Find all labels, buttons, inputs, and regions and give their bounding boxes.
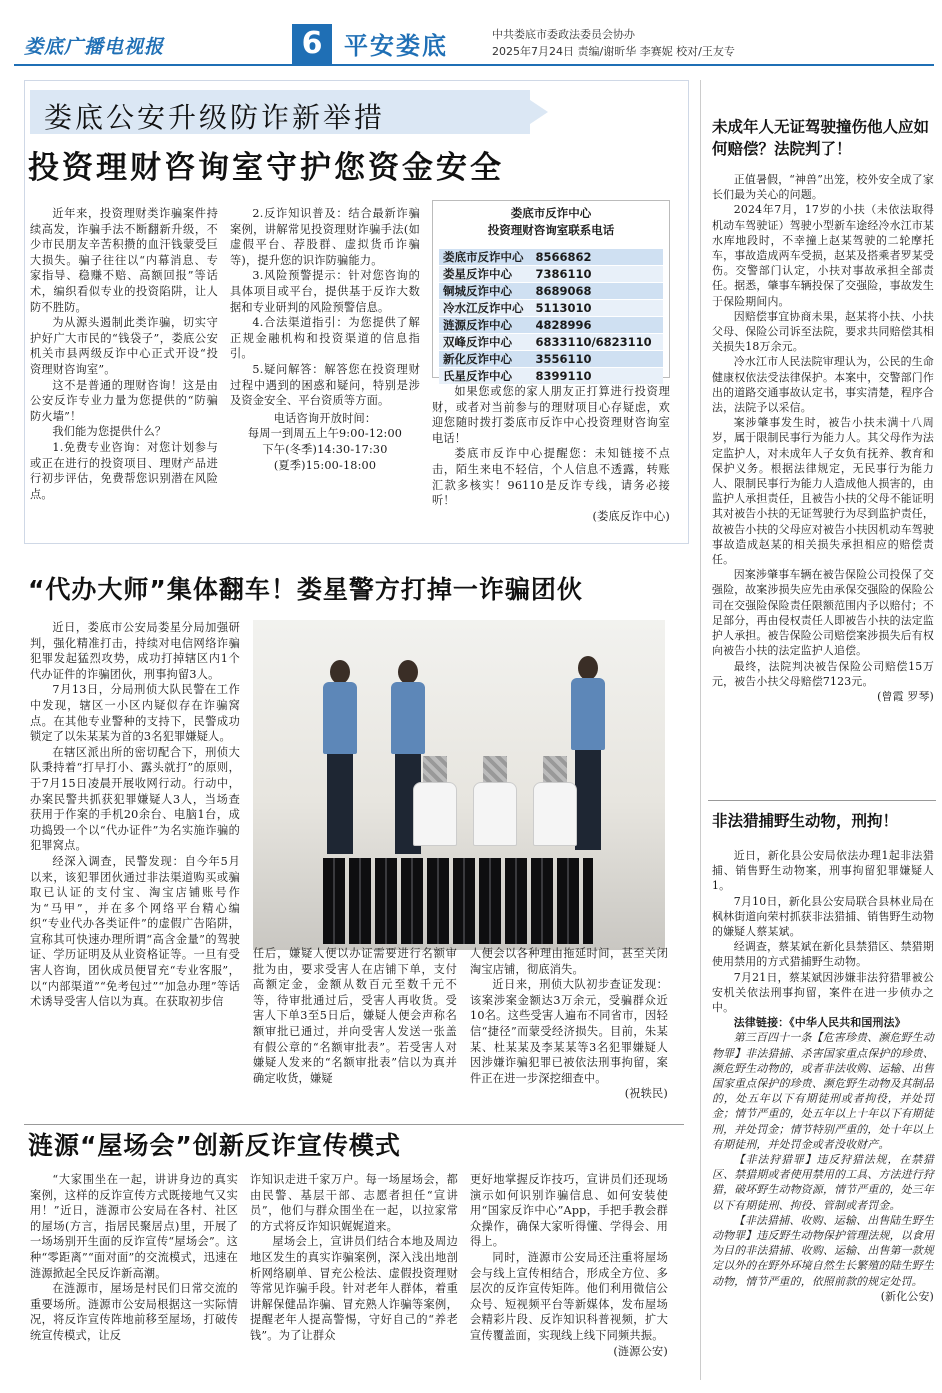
lead-headline: 投资理财咨询室守护您资金安全 (28, 150, 504, 186)
byline: (涟源公安) (613, 1344, 668, 1358)
contact-name: 娄星反诈中心 (439, 266, 531, 283)
contact-phone: 5113010 (531, 300, 663, 317)
masthead (14, 26, 934, 66)
daiban-paragraph: 近日来，刑侦大队初步查证发现：该案涉案金额达3万余元，受骗群众近10名。这些受害人遍布不同省市，因轻信“捷径”而蒙受经济损失。目前，朱某某、杜某某及李某某等3名犯罪嫌疑人因涉嫌诈骗犯罪已被依法刑事拘留，案件正在进一步深挖细查中。 (470, 978, 668, 1085)
lianyuan-paragraph: 同时，涟源市公安局还注重将屋场会与线上宣传相结合，形成全方位、多层次的反诈宣传矩阵。他们利用微信公众号、短视频平台等新媒体，发布屋场会精彩片段、反诈知识科普视频，扩大宣传覆盖面，实现线上线下同频共振。 (470, 1250, 668, 1342)
contact-row (439, 368, 663, 385)
minor-paragraph: 因赔偿事宜协商未果，赵某将小扶、小扶父母、保险公司诉至法院，要求共同赔偿其相关损失18万余元。 (712, 309, 934, 354)
law-article: 第三百四十一条【危害珍贵、濒危野生动物罪】非法猎捕、杀害国家重点保护的珍贵、濒危野生动物的，或者非法收购、运输、出售国家重点保护的珍贵、濒危野生动物及其制品的，处五年以下有期徒刑或者拘役，并处罚金；情节严重的，处五年以上十年以下有期徒刑，并处罚金；情节特别严重的，处十年以上有期徒刑，并处罚金或者没收财产。 (712, 1031, 934, 1151)
hours-line: 每周一到周五上午9:00-12:00 (247, 427, 403, 441)
consult-hours (230, 411, 420, 473)
lead-paragraph: 4.合法渠道指引：为您提供了解正规金融机构和投资渠道的信息指引。 (230, 316, 420, 361)
daiban-paragraph: 近日，娄底市公安局娄星分局加强研判，强化精准打击，持续对电信网络诈骗犯罪发起猛烈攻势，成功打掉辖区内1个代办证件的诈骗团伙，刑事拘留3人。 (30, 621, 240, 681)
minor-headline: 未成年人无证驾驶撞伤他人应如何赔偿？法院判了！ (712, 118, 930, 158)
contact-box (432, 200, 670, 383)
contact-name: 双峰反诈中心 (439, 334, 531, 351)
contact-table (439, 249, 663, 385)
minor-body (712, 172, 934, 704)
lianyuan-headline: 涟源“屋场会”创新反诈宣传模式 (28, 1131, 401, 1160)
contact-phone: 6833110/6823110 (531, 334, 663, 351)
lead-col1 (30, 206, 218, 502)
paper-name: 娄底广播电视报 (24, 36, 165, 58)
lianyuan-paragraph: “大家围坐在一起，讲讲身边的真实案例，这样的反诈宣传方式既接地气又实用！”近日，涟源市公安局在各村、社区的屋场(方言，指居民聚居点)里，开展了一场场别开生面的反诈宣传“屋场会”。这种“零距离”“面对面”的交流模式，迅速在涟源掀起全民反诈新高潮。 (30, 1173, 238, 1280)
daiban-col3 (470, 946, 668, 1102)
byline: (娄底反诈中心) (592, 509, 670, 523)
daiban-col1 (30, 620, 240, 1010)
lead-paragraph: 我们能为您提供什么？ (52, 425, 167, 439)
lead-col3 (432, 384, 670, 524)
contact-phone: 8689068 (531, 283, 663, 300)
wildlife-paragraph: 近日，新化县公安局依法办理1起非法猎捕、销售野生动物案，刑事拘留犯罪嫌疑人1。 (712, 849, 934, 893)
daiban-paragraph: 人便会以各种理由拖延时间，甚至关闭淘宝店铺，彻底消失。 (470, 947, 668, 976)
masthead-meta (492, 26, 735, 60)
suspect-figure (473, 756, 517, 846)
lead-paragraph: 为从源头遏制此类诈骗，切实守护好广大市民的“钱袋子”，娄底公安机关市县两级反诈中心正式开设“投资理财咨询室”。 (30, 316, 218, 376)
suspect-figure (413, 756, 457, 846)
daiban-col2 (253, 946, 457, 1086)
page-number: 6 (292, 24, 332, 64)
lead-col2 (230, 206, 420, 473)
lead-paragraph: 如果您或您的家人朋友正打算进行投资理财，或者对当前参与的理财项目心存疑虑，欢迎您随时拨打娄底市反诈中心投资理财咨询室电话！ (432, 385, 670, 445)
lianyuan-paragraph: 诈知识走进千家万户。每一场屋场会，都由民警、基层干部、志愿者担任“宣讲员”，他们与群众围坐在一起，以拉家常的方式将反诈知识娓娓道来。 (250, 1173, 458, 1233)
daiban-paragraph: 经深入调查，民警发现：自今年5月以来，该犯罪团伙通过非法渠道购买或骗取已认证的支付宝、淘宝店铺账号作为“马甲”，并在多个网络平台精心编织“专业代办各类证件”的虚假广告陷阱，宣称其可快速办理所谓“高含金量”的驾驶证、学历证明及从业资格证等。一旦有受害人咨询，团伙成员便冒充“专业客服”，以“内部渠道”“免考包过”“加急办理”等话术诱导受害人信以为真。在获取初步信 (30, 854, 240, 1009)
byline: (曾霞 罗琴) (877, 689, 934, 703)
masthead-line2: 2025年7月24日 责编/谢昕华 李赛妮 校对/王友专 (492, 45, 735, 58)
contact-title-line: 娄底市反诈中心 (510, 206, 592, 220)
wildlife-paragraph: 7月10日，新化县公安局联合县林业局在枫林街道向荣村抓获非法猎捕、销售野生动物的嫌疑人蔡某斌。 (712, 894, 934, 939)
contact-row (439, 351, 663, 368)
hours-line: (夏季)15:00-18:00 (273, 458, 377, 472)
contact-row (439, 266, 663, 283)
seized-phones (323, 858, 593, 944)
section-title: 平安娄底 (344, 32, 448, 60)
lianyuan-col1 (30, 1172, 238, 1344)
lianyuan-paragraph: 在涟源市，屋场是村民们日常交流的重要场所。涟源市公安局根据这一实际情况，将反诈宣传阵地前移至屋场，打破传统宣传模式，让反 (30, 1282, 238, 1342)
divider (708, 800, 936, 801)
lead-kicker: 娄底公安升级防诈新举措 (30, 90, 530, 134)
lead-paragraph: 娄底市反诈中心提醒您：未知链接不点击，陌生来电不轻信，个人信息不透露，转账汇款多核实！96110是反诈专线，请务必接听！ (432, 447, 670, 508)
contact-name: 氏星反诈中心 (439, 368, 531, 385)
lead-paragraph: 5.疑问解答：解答您在投资理财过程中遇到的困惑和疑问，特别是涉及资金安全、平台资质等方面。 (230, 362, 420, 408)
lead-paragraph: 这不是普通的理财咨询！这是由公安反诈专业力量为您提供的“防骗防火墙”！ (30, 378, 218, 423)
law-article: 【非法狩猎罪】违反狩猎法规，在禁猎区、禁猎期或者使用禁用的工具、方法进行狩猎，破坏野生动物资源，情节严重的，处三年以下有期徒刑、拘役、管制或者罚金。 (712, 1153, 934, 1212)
suspect-figure (533, 756, 577, 846)
column-rule (700, 80, 701, 1380)
masthead-line1: 中共娄底市委政法委员会协办 (492, 28, 635, 41)
lianyuan-col2 (250, 1172, 458, 1344)
contact-phone: 7386110 (531, 266, 663, 283)
wildlife-paragraph: 7月21日，蔡某斌因涉嫌非法狩猎罪被公安机关依法刑事拘留，案件在进一步侦办之中。 (712, 970, 934, 1015)
minor-paragraph: 因案涉肇事车辆在被告保险公司投保了交强险，故案涉损失应先由承保交强险的保险公司在交强险保险责任限额范围内予以赔付；不足部分，再由侵权责任人即被告小扶的法定监护人承担。被告保险公司赔偿案涉损失后有权向被告小扶的法定监护人追偿。 (712, 568, 934, 658)
minor-paragraph: 冷水江市人民法院审理认为，公民的生命健康权依法受法律保护。本案中，交警部门作出的道路交通事故认定书，事实清楚，程序合法，法院予以采信。 (712, 355, 934, 415)
contact-title-line: 投资理财咨询室联系电话 (487, 223, 615, 237)
hours-line: 下午(冬季)14:30-17:30 (262, 442, 388, 456)
contact-phone: 3556110 (531, 351, 663, 368)
minor-paragraph: 案涉肇事发生时，被告小扶未满十八周岁，属于限制民事行为能力人。其父母作为法定监护人，对未成年人子女负有抚养、教育和保护义务。根据法律规定，无民事行为能力人、限制民事行为能力人造成他人损害的，由监护人承担责任，且被告小扶的父母不能证明其对被告小扶的无证驾驶行为尽到监护责任，故被告小扶的父母应对被告小扶因机动车驾驶事故造成赵某的相关损失承担相应的赔偿责任。 (712, 416, 934, 567)
contact-name: 娄底市反诈中心 (439, 249, 531, 266)
divider (24, 1124, 684, 1125)
byline: (新化公安) (880, 1289, 934, 1303)
contact-name: 铜城反诈中心 (439, 283, 531, 300)
contact-name: 新化反诈中心 (439, 351, 531, 368)
contact-name: 冷水江反诈中心 (439, 300, 531, 317)
lead-paragraph: 近年来，投资理财类诈骗案件持续高发，诈骗手法不断翻新升级，不少市民朋友辛苦积攒的血汗钱蒙受巨大损失。骗子往往以“内幕消息、专家指导、稳赚不赔、高额回报”等话术，编织看似专业的投资陷阱，让人防不胜防。 (30, 207, 218, 314)
lead-paragraph: 3.风险预警提示：针对您咨询的具体项目或平台，提供基于反诈大数据和专业研判的风险预警信息。 (230, 269, 420, 314)
minor-paragraph: 最终，法院判决被告保险公司赔偿15万元，被告小扶父母赔偿7123元。 (712, 659, 934, 688)
lead-paragraph: 1.免费专业咨询：对您计划参与或正在进行的投资项目、理财产品进行初步评估，免费帮您识别潜在风险点。 (30, 440, 218, 501)
daiban-headline: “代办大师”集体翻车！娄星警方打掉一诈骗团伙 (28, 575, 583, 604)
contact-row (439, 334, 663, 351)
lianyuan-col3 (470, 1172, 668, 1359)
lead-paragraph: 2.反诈知识普及：结合最新诈骗案例，讲解常见投资理财诈骗手法(如虚假平台、荐股群、虚拟货币诈骗等)，提升您的识诈防骗能力。 (230, 207, 420, 267)
contact-title (433, 201, 669, 239)
law-article: 【非法猎捕、收购、运输、出售陆生野生动物罪】违反野生动物保护管理法规，以食用为目的非法猎捕、收购、运输、出售第一款规定以外的在野外环境自然生长繁殖的陆生野生动物，情节严重的，依照前款的规定处罚。 (712, 1213, 934, 1288)
wildlife-body (712, 848, 934, 1304)
daiban-paragraph: 7月13日，分局刑侦大队民警在工作中发现，辖区一小区内疑似存在诈骗窝点。在其他专业警种的支持下，民警成功锁定了以朱某某为首的3名犯罪嫌疑人。 (30, 683, 240, 744)
news-photo (253, 620, 665, 950)
officer-figure (323, 660, 357, 860)
contact-phone: 8566862 (531, 249, 663, 266)
contact-phone: 4828996 (531, 317, 663, 334)
law-link: 法律链接：《中华人民共和国刑法》 (733, 1016, 906, 1030)
minor-paragraph: 正值暑假，“神兽”出笼，校外安全成了家长们最为关心的问题。 (712, 173, 934, 202)
contact-phone: 8399110 (531, 368, 663, 385)
contact-row (439, 300, 663, 317)
lianyuan-paragraph: 屋场会上，宣讲员们结合本地及周边地区发生的真实诈骗案例，深入浅出地剖析网络刷单、冒充公检法、虚假投资理财等常见诈骗手段。针对老年人群体，着重讲解保健品诈骗、冒充熟人诈骗等案例，提醒老年人提高警惕，守好自己的“养老钱”。为了让群众 (250, 1235, 458, 1342)
contact-row (439, 283, 663, 300)
wildlife-paragraph: 经调查，蔡某斌在新化县禁猎区、禁猎期使用禁用的方式猎捕野生动物。 (712, 940, 934, 969)
lianyuan-paragraph: 更好地掌握反诈技巧，宣讲员们还现场演示如何识别诈骗信息、如何安装使用“国家反诈中心”App，手把手教会群众操作，确保大家听得懂、学得会、用得上。 (470, 1173, 668, 1249)
contact-row (439, 317, 663, 334)
daiban-paragraph: 在辖区派出所的密切配合下，刑侦大队秉持着“打早打小、露头就打”的原则，于7月15日凌晨开展收网行动。行动中，办案民警共抓获犯罪嫌疑人3人，当场查获用于作案的手机20余台、电脑1台，成功捣毁一个以“代办证件”为名实施诈骗的犯罪窝点。 (30, 745, 240, 853)
minor-paragraph: 2024年7月，17岁的小扶（未依法取得机动车驾驶证）驾驶小型新车途经冷水江市某水库地段时，不幸撞上赵某驾驶的二轮摩托车，事故造成两车受损，赵某及搭乘者罗某受伤。交警部门认定，小扶对事故承担全部责任。据悉，肇事车辆投保了交强险，事故发生于保险期间内。 (712, 203, 934, 308)
byline: (祝轶民) (624, 1087, 668, 1101)
wildlife-headline: 非法猎捕野生动物，刑拘！ (712, 812, 899, 830)
contact-row (439, 249, 663, 266)
contact-name: 涟源反诈中心 (439, 317, 531, 334)
hours-line: 电话咨询开放时间： (273, 411, 377, 425)
daiban-paragraph: 任后，嫌疑人便以办证需要进行名额审批为由，要求受害人在店铺下单，支付高额定金，金额从数百元至数千元不等，待审批通过后，受害人再收货。受害人下单3至5日后，嫌疑人便会声称名额审批已通过，并向受害人发送一张盖有假公章的“名额审批表”。若受害人对嫌疑人发来的“名额审批表”信以为真并确定收货，嫌疑 (253, 947, 457, 1085)
